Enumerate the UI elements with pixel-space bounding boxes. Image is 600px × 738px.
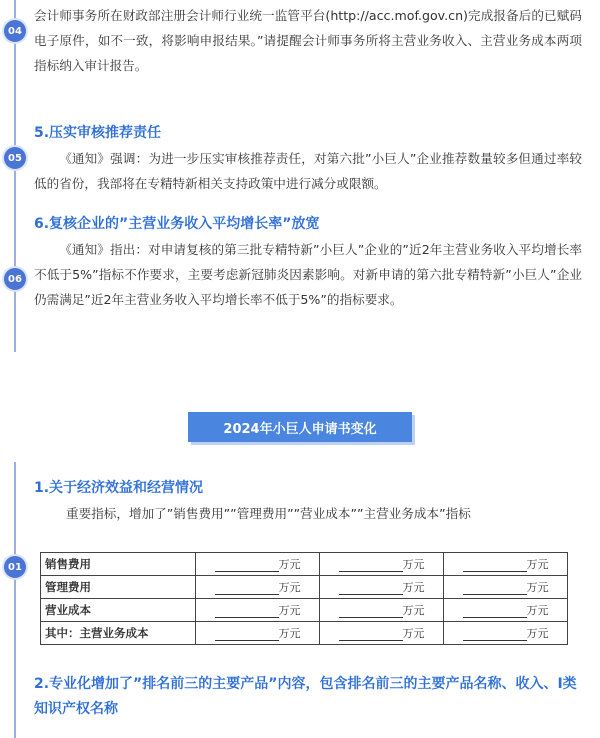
amount-cell <box>196 576 320 599</box>
blank-line <box>215 581 279 595</box>
unit-label: 万元 <box>402 604 425 617</box>
blank-line <box>215 627 279 641</box>
item-05 <box>34 121 582 196</box>
unit-label: 万元 <box>402 558 425 571</box>
item-05-heading: 5.压实审核推荐责任 <box>34 125 162 141</box>
timeline-line-bottom <box>14 462 16 738</box>
fee-table <box>40 552 568 645</box>
blank-line <box>339 558 403 572</box>
unit-label: 万元 <box>278 627 301 640</box>
item-05-text: 《通知》强调：为进一步压实审核推荐责任，对第六批”小巨人”企业推荐数量较多但通过率较低的省份，我部将在专精特新相关支持政策中进行减分或限额。 <box>34 151 582 191</box>
amount-cell <box>444 599 568 622</box>
amount-cell <box>320 622 444 645</box>
blank-line <box>339 627 403 641</box>
item-02-heading: 2.专业化增加了”排名前三的主要产品”内容，包含排名前三的主要产品名称、收入、I类知识产权名称 <box>34 676 577 717</box>
blank-line <box>463 558 527 572</box>
unit-label: 万元 <box>278 581 301 594</box>
unit-label: 万元 <box>402 627 425 640</box>
amount-cell <box>320 576 444 599</box>
row-label: 管理费用 <box>41 576 196 599</box>
unit-label: 万元 <box>526 581 549 594</box>
item-06-text: 《通知》指出：对申请复核的第三批专精特新”小巨人”企业的”近2年主营业务收入平均增长率不低于5%”指标不作要求，主要考虑新冠肺炎因素影响。对新申请的第六批专精特新”小巨人”企业仍需满足”近2年主营业务收入平均增长率不低于5%”的指标要求。 <box>34 242 582 307</box>
amount-cell <box>444 553 568 576</box>
blank-line <box>215 604 279 618</box>
item-04 <box>34 3 582 78</box>
unit-label: 万元 <box>526 627 549 640</box>
amount-cell <box>320 599 444 622</box>
item-01 <box>34 476 582 526</box>
amount-cell <box>196 553 320 576</box>
unit-label: 万元 <box>526 604 549 617</box>
item-06 <box>34 212 582 312</box>
blank-line <box>339 604 403 618</box>
step-badge-06: 06 <box>4 268 26 290</box>
step-badge-04: 04 <box>4 20 26 42</box>
item-06-heading: 6.复核企业的”主营业务收入平均增长率”放宽 <box>34 216 320 232</box>
step-badge-05: 05 <box>4 147 26 169</box>
blank-line <box>463 581 527 595</box>
table-row <box>41 576 568 599</box>
item-01-text: 重要指标，增加了”销售费用””管理费用””营业成本””主营业务成本”指标 <box>66 506 471 521</box>
amount-cell <box>444 622 568 645</box>
blank-line <box>463 627 527 641</box>
amount-cell <box>444 576 568 599</box>
row-label: 营业成本 <box>41 599 196 622</box>
item-01-heading: 1.关于经济效益和经营情况 <box>34 480 204 496</box>
row-label: 其中：主营业务成本 <box>41 622 196 645</box>
blank-line <box>339 581 403 595</box>
blank-line <box>463 604 527 618</box>
banner <box>188 412 412 442</box>
timeline-line-top <box>14 0 16 352</box>
blank-line <box>215 558 279 572</box>
unit-label: 万元 <box>526 558 549 571</box>
item-02 <box>34 672 582 722</box>
unit-label: 万元 <box>278 604 301 617</box>
unit-label: 万元 <box>402 581 425 594</box>
item-04-text: 会计师事务所在财政部注册会计师行业统一监管平台(http://acc.mof.gov.cn)完成报备后的已赋码电子原件，如不一致，将影响申报结果。”请提醒会计师事务所将主营业务收入、主营业务成本两项指标纳入审计报告。 <box>34 8 582 73</box>
amount-cell <box>196 599 320 622</box>
table-row <box>41 599 568 622</box>
amount-cell <box>196 622 320 645</box>
step-badge-01: 01 <box>4 556 26 578</box>
unit-label: 万元 <box>278 558 301 571</box>
amount-cell <box>320 553 444 576</box>
table-row <box>41 553 568 576</box>
row-label: 销售费用 <box>41 553 196 576</box>
banner-title: 2024年小巨人申请书变化 <box>188 412 412 442</box>
table-row <box>41 622 568 645</box>
